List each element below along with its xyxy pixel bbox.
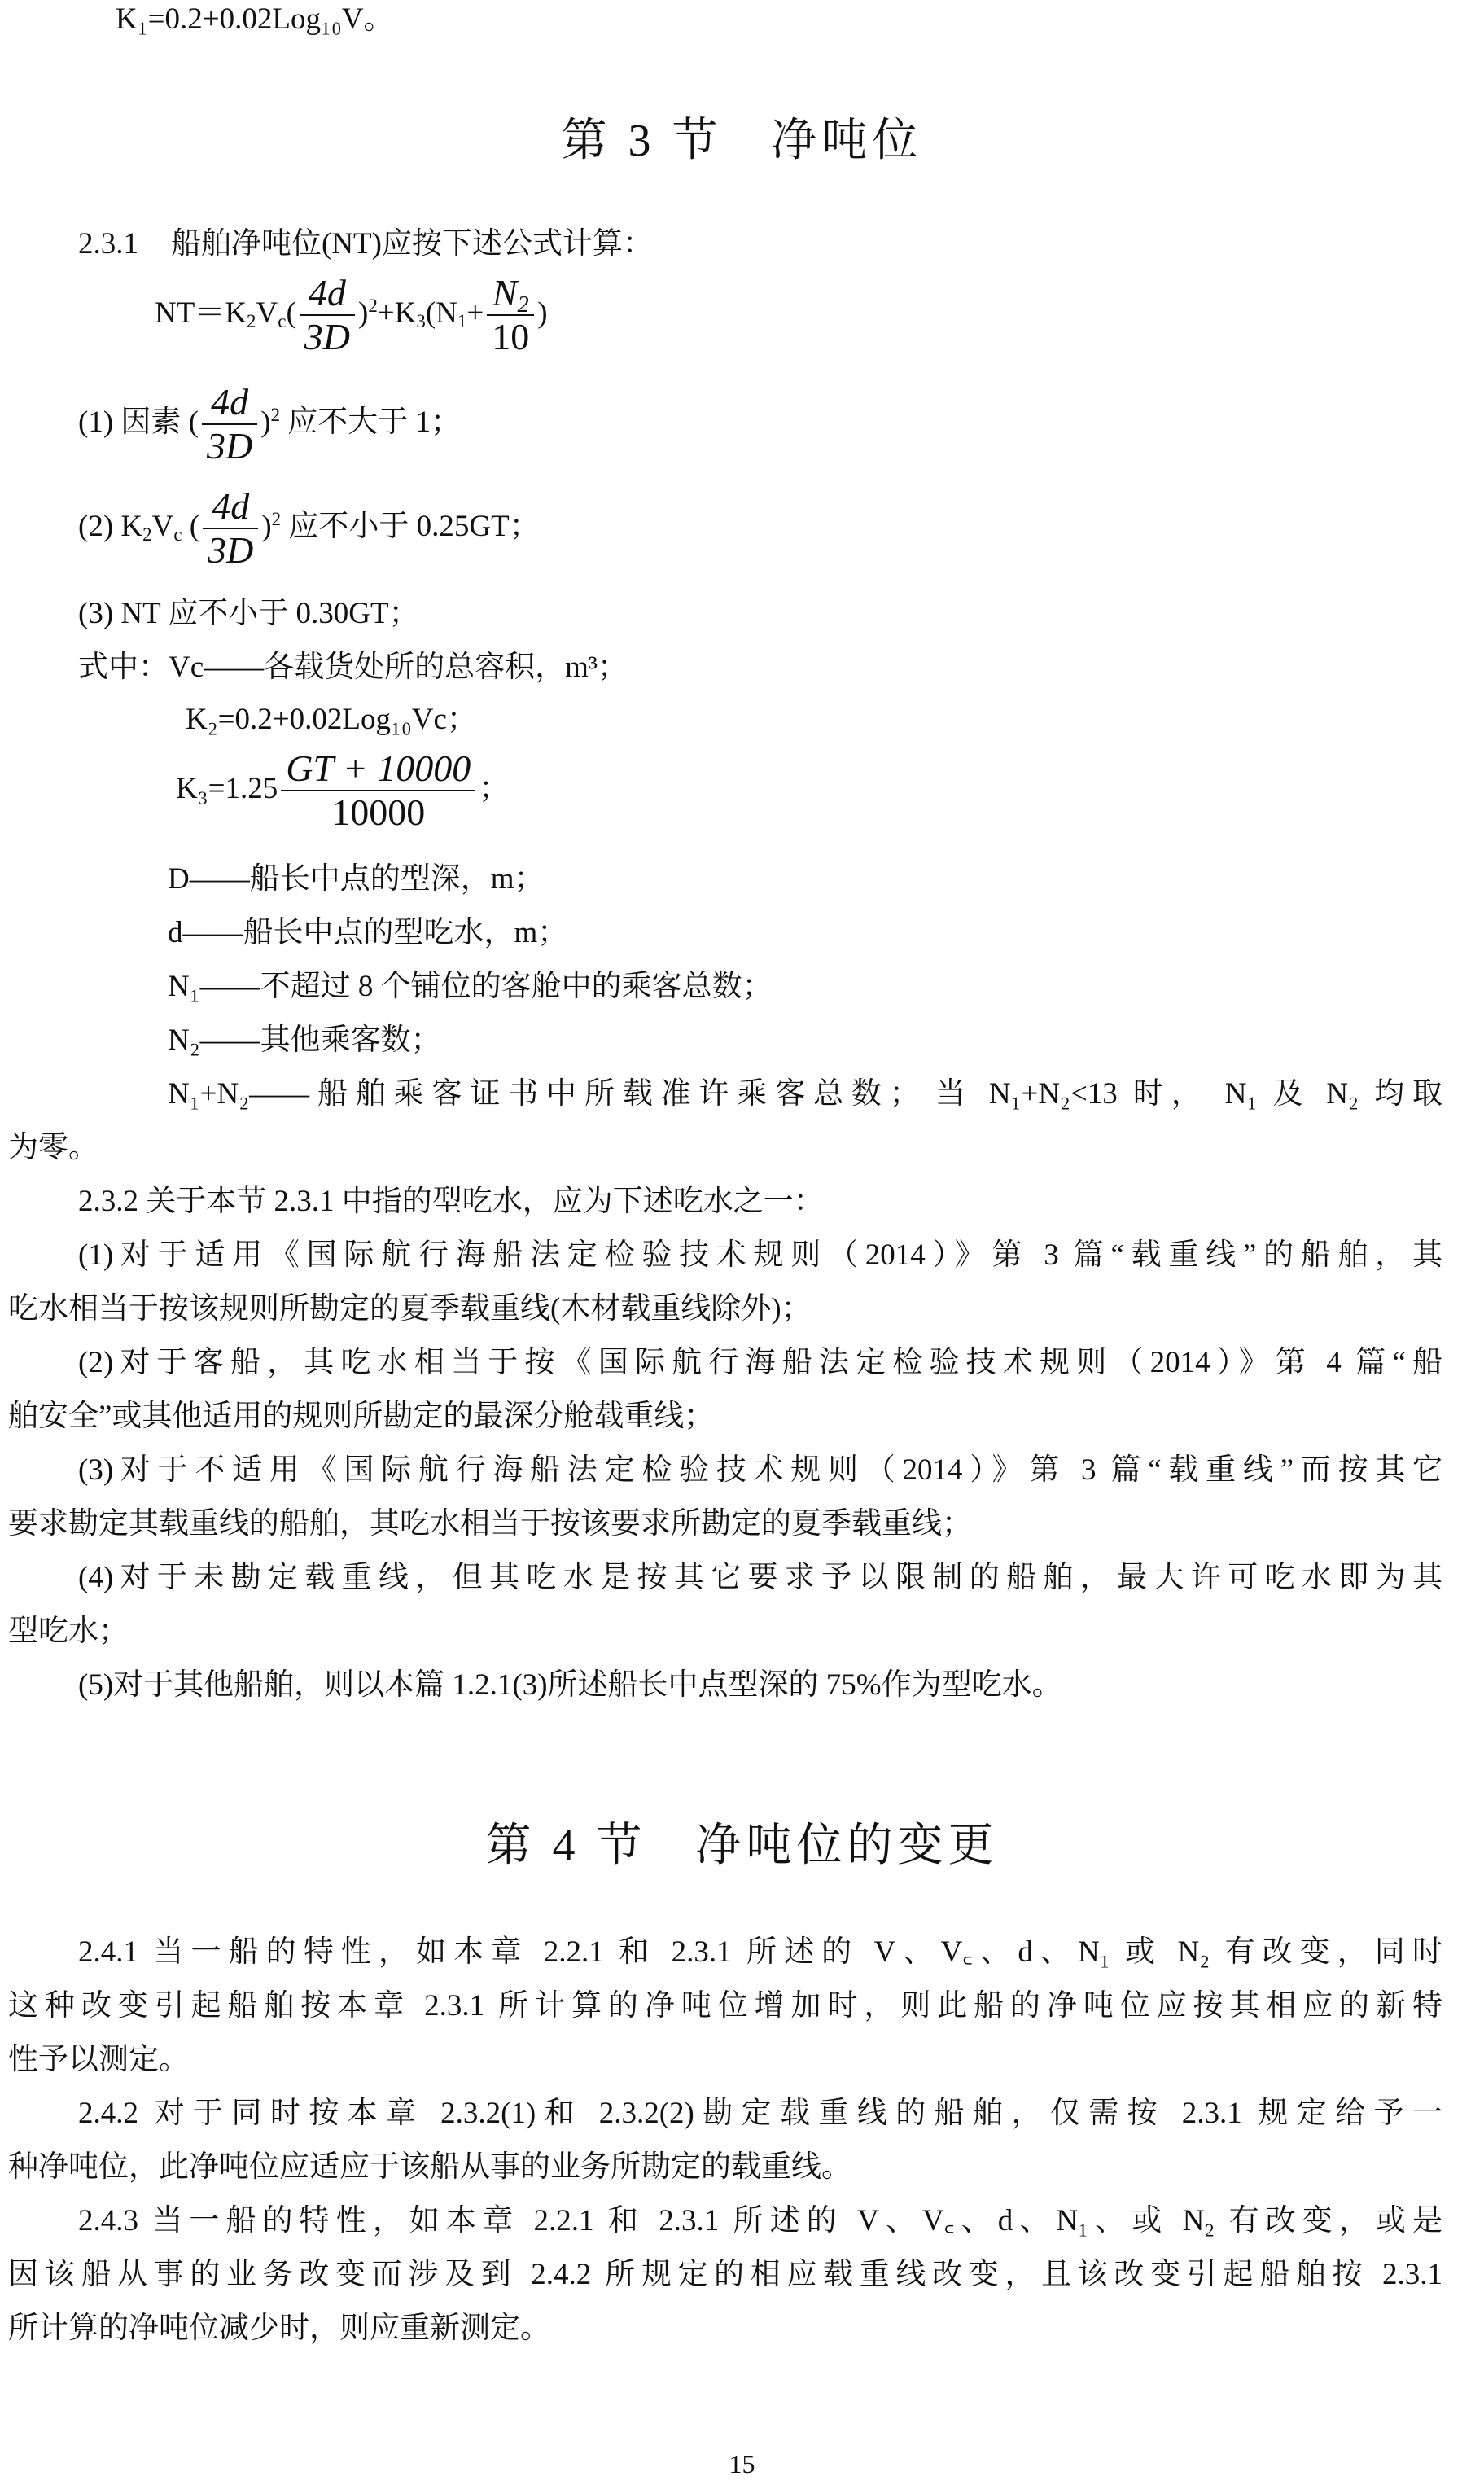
section-title: 净吨位: [771, 116, 923, 166]
fraction-4d-3D: $\frac{4d}{3D}$: [202, 383, 257, 467]
fraction-4d-3D: $\frac{4d}{3D}$: [300, 274, 355, 357]
clause-2-4-2-cont: 种净吨位，此净吨位应适应于该船从事的业务所勘定的载重线。: [8, 2150, 851, 2184]
condition-2: (2) $K_2V_c$ ( $\frac{4d}{3D}$ )$^2$ 应不小于 0.25GT；: [78, 485, 540, 572]
definition-D: D——船长中点的型深，m；: [168, 862, 545, 896]
clause-2-4-3-end: 所计算的净吨位减少时，则应重新测定。: [8, 2312, 550, 2345]
clause-2-3-2-item-4-cont: 型吃水；: [8, 1615, 129, 1648]
section-number: 第 4 节: [485, 1821, 647, 1871]
clause-2-3-2-item-3-cont: 要求勘定其载重线的船舶，其吃水相当于按该要求所勘定的夏季载重线；: [8, 1507, 972, 1541]
nt-left: NT＝K: [155, 296, 247, 330]
definition-N1N2-cont: 为零。: [8, 1131, 98, 1164]
clause-2-3-1: [78, 226, 653, 262]
clause-2-3-2-item-3: (3)对于不适用《国际航行海船法定检验技术规则（2014）》第 3 篇“载重线”而按其它: [78, 1453, 1442, 1487]
clause-2-3-2: 2.3.2 关于本节 2.3.1 中指的型吃水，应为下述吃水之一：: [78, 1185, 824, 1218]
fraction-n2-10: $\frac{N_2}{10}$: [487, 274, 534, 357]
clause-2-3-2-item-4: (4)对于未勘定载重线，但其吃水是按其它要求予以限制的船舶，最大许可吃水即为其: [78, 1561, 1442, 1594]
definition-N1N2: N₁+N₂——船舶乘客证书中所载准许乘客总数； 当 N₁+N₂<13 时， N₁ 及 N₂ 均取: [168, 1077, 1442, 1111]
clause-2-4-3-cont: 因该船从事的业务改变而涉及到 2.4.2 所规定的相应载重线改变，且该改变引起船舶按 2.3.1: [8, 2258, 1442, 2291]
section-title: 净吨位的变更: [695, 1821, 999, 1871]
definition-k2: K₂=0.2+0.02Log₁₀Vc；: [186, 703, 477, 736]
definition-vc: 式中：Vc——各载货处所的总容积，m³；: [78, 651, 628, 684]
definition-k3: K₃=1.25 $\frac{GT + 10000}{10000}$ ；: [176, 747, 510, 834]
clause-2-4-1: 2.4.1 当一船的特性，如本章 2.2.1 和 2.3.1 所述的 V、V꜀、d、N₁ 或 N₂ 有改变，同时: [78, 1935, 1442, 1969]
condition-3: (3) NT 应不小于 0.30GT；: [78, 597, 419, 630]
definition-N1: N₁——不超过 8 个铺位的客舱中的乘客总数；: [168, 970, 773, 1003]
clause-2-4-1-end: 性予以测定。: [8, 2043, 189, 2076]
section-number: 第 3 节: [561, 116, 723, 166]
section-4-heading: [0, 1809, 1484, 1874]
clause-2-3-2-item-2-cont: 舶安全”或其他适用的规则所勘定的最深分舱载重线；: [8, 1400, 715, 1433]
clause-text: 船舶净吨位(NT)应按下述公式计算：: [171, 227, 653, 261]
clause-2-3-2-item-1-cont: 吃水相当于按该规则所勘定的夏季载重线(木材载重线除外)；: [8, 1292, 812, 1326]
clause-2-4-2: 2.4.2 对于同时按本章 2.3.2(1)和 2.3.2(2)勘定载重线的船舶，仅需按 2.3.1 规定给予一: [78, 2097, 1442, 2130]
fraction-gt: $\frac{GT + 10000}{10000}$: [281, 749, 475, 833]
definition-d: d——船长中点的型吃水，m；: [168, 916, 568, 949]
condition-1: (1) 因素 ( $\frac{4d}{3D}$ )$^2$ 应不大于 1；: [78, 381, 462, 467]
section-3-heading: [0, 104, 1484, 169]
clause-2-3-2-item-5: (5)对于其他船舶，则以本篇 1.2.1(3)所述船长中点型深的 75%作为型吃水。: [78, 1668, 1062, 1702]
clause-2-3-2-item-1: (1)对于适用《国际航行海船法定检验技术规则（2014）》第 3 篇“载重线”的船舶，其: [78, 1238, 1442, 1272]
nt-formula: $NT=K_2V_c$( $\frac{4d}{3D}$ )$^2+K_3(N_1+$ $\frac{N_2}{10}$ ): [155, 272, 548, 358]
clause-2-3-2-item-2: (2)对于客船，其吃水相当于按《国际航行海船法定检验技术规则（2014）》第 4 篇“船: [78, 1346, 1442, 1379]
page-number: 15: [729, 2449, 755, 2478]
clause-number: 2.3.1: [78, 227, 138, 261]
definition-N2: N₂——其他乘客数；: [168, 1023, 441, 1057]
clause-2-4-3: 2.4.3 当一船的特性，如本章 2.2.1 和 2.3.1 所述的 V、V꜀、d、N₁、或 N₂ 有改变，或是: [78, 2204, 1442, 2237]
fraction-4d-3D: $\frac{4d}{3D}$: [203, 487, 258, 571]
clause-2-4-1-cont: 这种改变引起船舶按本章 2.3.1 所计算的净吨位增加时，则此船的净吨位应按其相应的新特: [8, 1989, 1442, 2023]
k1-formula: K₁=0.2+0.02Log₁₀V。: [116, 2, 394, 36]
